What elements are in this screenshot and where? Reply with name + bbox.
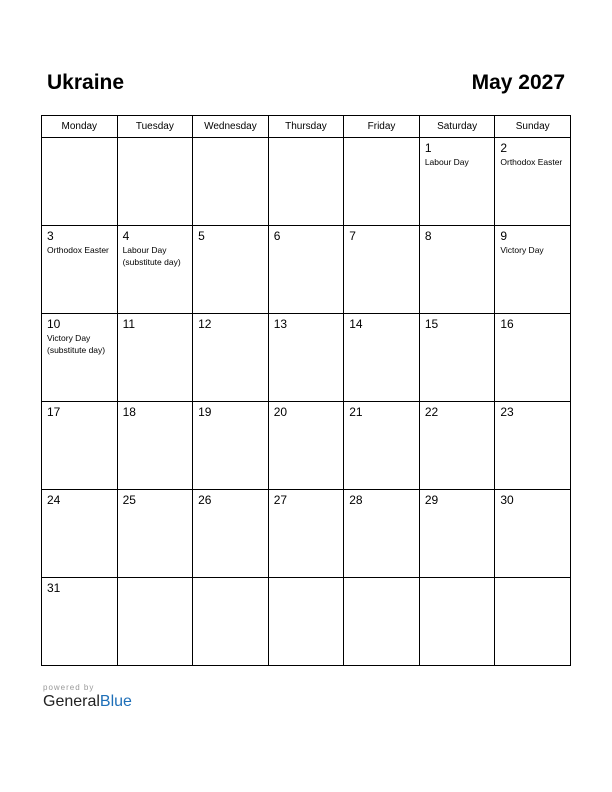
day-cell xyxy=(495,226,571,314)
day-number: 29 xyxy=(424,493,439,507)
day-cell xyxy=(419,490,495,578)
day-number: 8 xyxy=(424,229,432,243)
day-cell xyxy=(193,578,269,666)
day-cell xyxy=(117,226,193,314)
day-cell xyxy=(193,490,269,578)
day-cell xyxy=(42,138,118,226)
calendar-country-title: Ukraine xyxy=(47,71,125,94)
holiday-label: Labour Day (substitute day) xyxy=(122,245,181,267)
day-cell xyxy=(268,226,344,314)
weekday-friday: Friday xyxy=(344,116,420,138)
day-cell xyxy=(42,490,118,578)
weekday-saturday: Saturday xyxy=(419,116,495,138)
week-row xyxy=(42,490,571,578)
weekday-wednesday: Wednesday xyxy=(193,116,269,138)
day-cell xyxy=(268,490,344,578)
brand-blue: Blue xyxy=(99,693,132,710)
day-number: 10 xyxy=(47,317,61,331)
day-number: 9 xyxy=(500,229,508,243)
calendar-body xyxy=(42,138,571,666)
day-number: 18 xyxy=(122,405,136,419)
day-number: 6 xyxy=(273,229,281,243)
weekday-sunday: Sunday xyxy=(495,116,571,138)
powered-by-text: powered by xyxy=(43,683,95,692)
holiday-label: Orthodox Easter xyxy=(47,245,109,255)
day-number: 1 xyxy=(424,141,432,155)
weekday-header-row xyxy=(42,116,571,138)
calendar-month-title: May 2027 xyxy=(471,71,565,94)
day-cell xyxy=(268,138,344,226)
day-number: 16 xyxy=(500,317,514,331)
day-cell xyxy=(419,402,495,490)
day-number: 26 xyxy=(198,493,212,507)
calendar-grid xyxy=(41,115,571,666)
footer-branding xyxy=(43,683,132,711)
day-cell xyxy=(419,314,495,402)
day-cell xyxy=(344,314,420,402)
brand-logo xyxy=(43,693,132,711)
day-cell xyxy=(268,578,344,666)
day-cell xyxy=(193,226,269,314)
day-cell xyxy=(117,314,193,402)
day-number: 11 xyxy=(122,317,136,331)
day-number: 17 xyxy=(47,405,61,419)
day-number: 27 xyxy=(273,493,288,507)
day-cell xyxy=(42,314,118,402)
day-cell xyxy=(419,138,495,226)
day-cell xyxy=(193,138,269,226)
day-cell xyxy=(495,578,571,666)
brand-general: General xyxy=(43,693,100,710)
day-cell xyxy=(42,402,118,490)
day-cell xyxy=(117,490,193,578)
day-cell xyxy=(344,490,420,578)
weekday-tuesday: Tuesday xyxy=(117,116,193,138)
day-cell xyxy=(419,578,495,666)
day-number: 19 xyxy=(198,405,212,419)
day-cell xyxy=(419,226,495,314)
day-cell xyxy=(193,314,269,402)
day-number: 15 xyxy=(424,317,439,331)
day-number: 13 xyxy=(273,317,288,331)
week-row xyxy=(42,402,571,490)
day-cell xyxy=(495,490,571,578)
week-row xyxy=(42,578,571,666)
day-cell xyxy=(117,138,193,226)
day-cell xyxy=(268,314,344,402)
day-cell xyxy=(42,578,118,666)
day-number: 22 xyxy=(424,405,439,419)
holiday-label: Orthodox Easter xyxy=(500,157,563,167)
day-number: 24 xyxy=(47,493,61,507)
holiday-label: Victory Day xyxy=(500,245,544,255)
weekday-thursday: Thursday xyxy=(268,116,344,138)
day-number: 31 xyxy=(47,581,61,595)
day-cell xyxy=(117,578,193,666)
day-number: 3 xyxy=(47,229,54,243)
day-number: 14 xyxy=(349,317,363,331)
day-number: 12 xyxy=(198,317,212,331)
week-row xyxy=(42,314,571,402)
day-cell xyxy=(344,578,420,666)
day-cell xyxy=(344,402,420,490)
day-cell xyxy=(117,402,193,490)
day-number: 21 xyxy=(349,405,363,419)
holiday-label: Labour Day xyxy=(424,157,469,167)
week-row xyxy=(42,226,571,314)
day-cell xyxy=(193,402,269,490)
day-number: 4 xyxy=(122,229,130,243)
holiday-label: Victory Day (substitute day) xyxy=(47,333,106,355)
day-cell xyxy=(268,402,344,490)
day-cell xyxy=(495,138,571,226)
day-cell xyxy=(42,226,118,314)
day-number: 20 xyxy=(273,405,288,419)
weekday-monday: Monday xyxy=(42,116,118,138)
day-cell xyxy=(344,226,420,314)
day-number: 28 xyxy=(349,493,363,507)
day-cell xyxy=(495,314,571,402)
day-number: 2 xyxy=(500,141,508,155)
day-number: 23 xyxy=(500,405,514,419)
day-number: 5 xyxy=(198,229,205,243)
day-cell xyxy=(495,402,571,490)
day-cell xyxy=(344,138,420,226)
day-number: 7 xyxy=(349,229,356,243)
day-number: 30 xyxy=(500,493,514,507)
week-row xyxy=(42,138,571,226)
day-number: 25 xyxy=(122,493,136,507)
